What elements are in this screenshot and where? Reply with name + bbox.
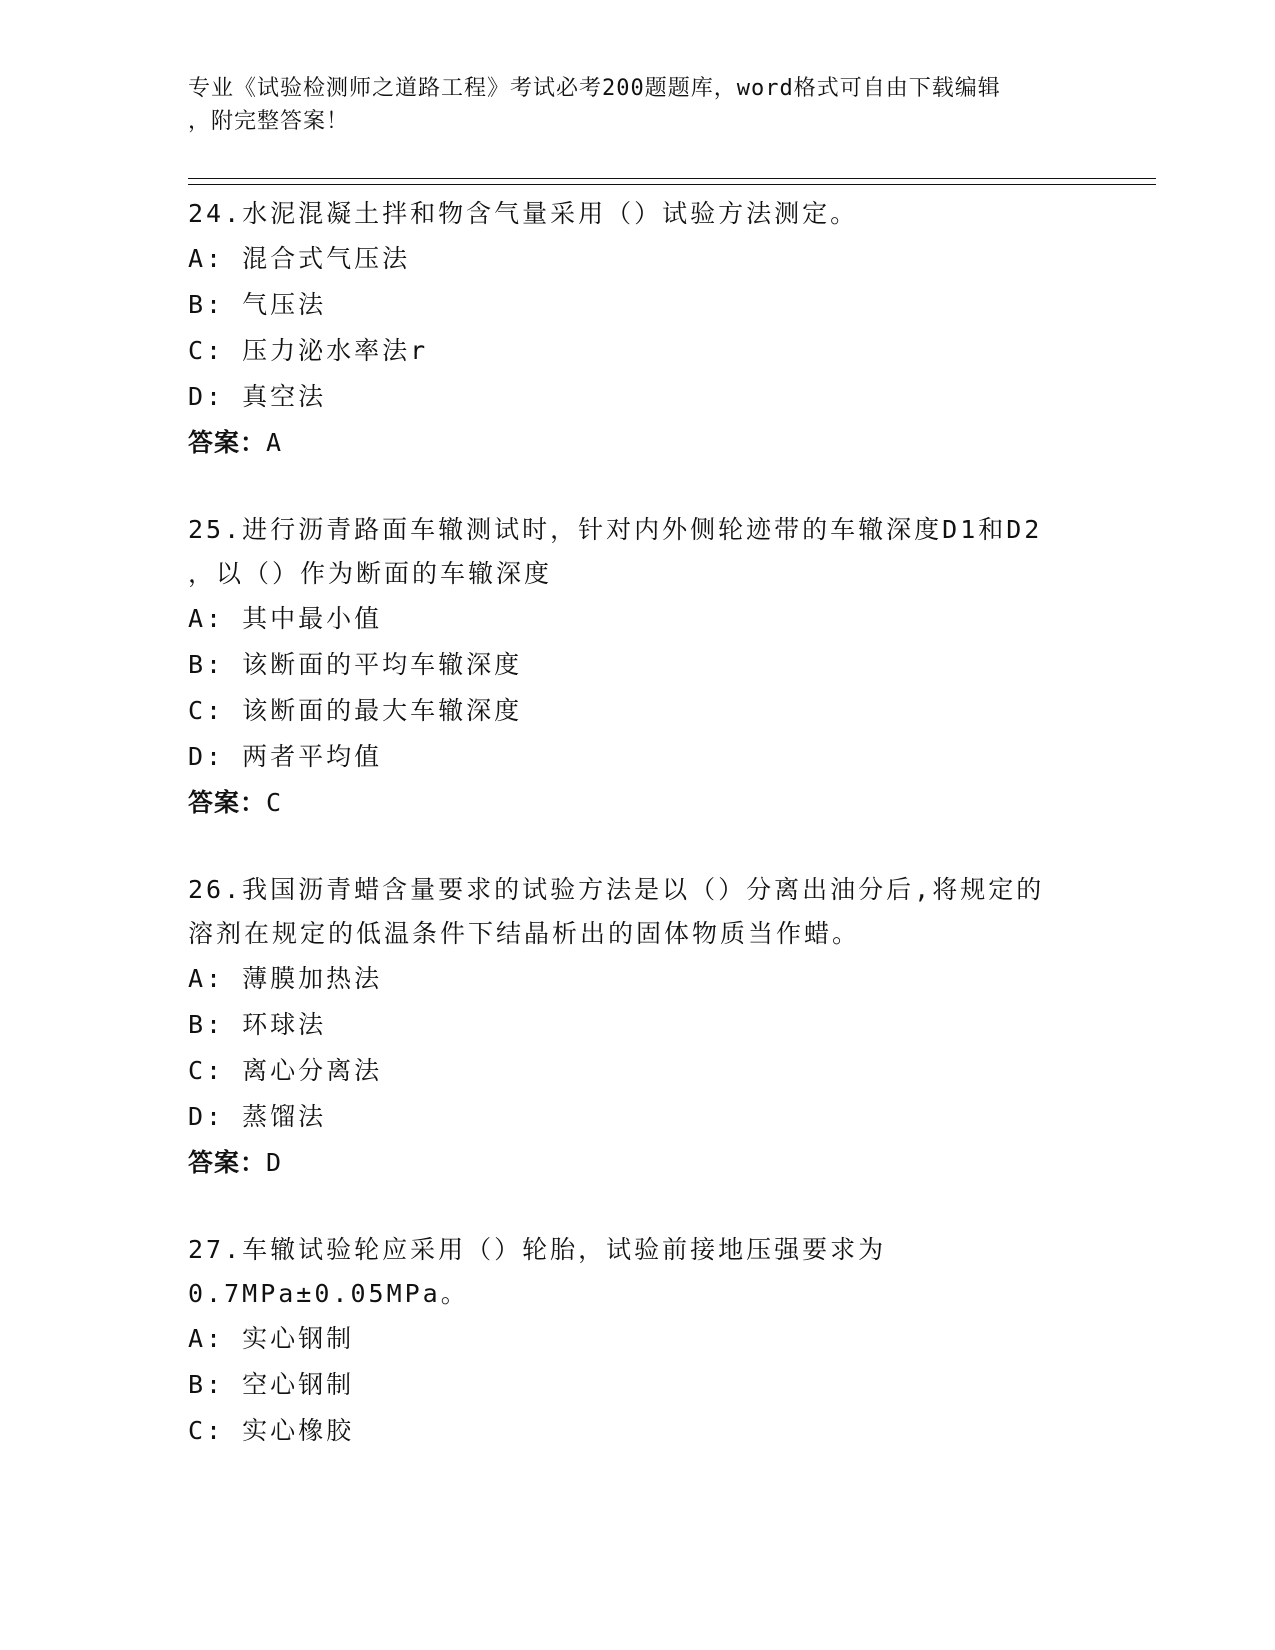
question-stem-line: 26.我国沥青蜡含量要求的试验方法是以（）分离出油分后,将规定的 [188,875,1045,904]
question-2 [188,508,1088,826]
question-answer [188,1140,1088,1186]
question-option: C: 该断面的最大车辙深度 [188,696,523,725]
answer-label: 答案： [188,788,267,817]
question-1 [188,192,1088,466]
question-option: A: 实心钢制 [188,1324,355,1353]
question-option: D: 蒸馏法 [188,1102,327,1131]
question-3 [188,868,1088,1186]
question-stem-line: 24.水泥混凝土拌和物含气量采用（）试验方法测定。 [188,199,859,228]
document-header [188,72,1068,138]
question-answer [188,420,1088,466]
question-stem-line: 0.7MPa±0.05MPa。 [188,1279,469,1308]
question-stem-line: 25.进行沥青路面车辙测试时，针对内外侧轮迹带的车辙深度D1和D2 [188,515,1043,544]
question-stem-line: 溶剂在规定的低温条件下结晶析出的固体物质当作蜡。 [188,919,861,948]
question-option: D: 真空法 [188,382,327,411]
question-option: B: 气压法 [188,290,327,319]
question-stem-line: ，以（）作为断面的车辙深度 [188,559,553,588]
question-option: B: 该断面的平均车辙深度 [188,650,523,679]
header-line-2: ，附完整答案！ [188,109,350,134]
header-rule-bottom [188,184,1156,185]
answer-value: C [266,788,283,817]
question-option: A: 薄膜加热法 [188,964,383,993]
answer-value: D [266,1148,283,1177]
question-option: B: 空心钢制 [188,1370,355,1399]
question-option: A: 其中最小值 [188,604,383,633]
answer-value: A [266,428,283,457]
header-rule-top [188,178,1156,179]
question-list [188,192,1088,1496]
question-option: A: 混合式气压法 [188,244,411,273]
question-stem-line: 27.车辙试验轮应采用（）轮胎，试验前接地压强要求为 [188,1235,887,1264]
answer-label: 答案： [188,1148,267,1177]
question-option: C: 压力泌水率法r [188,336,429,365]
answer-label: 答案： [188,428,267,457]
question-option: C: 实心橡胶 [188,1416,355,1445]
header-line-1: 专业《试验检测师之道路工程》考试必考200题题库，word格式可自由下载编辑 [188,76,1001,101]
question-answer [188,780,1088,826]
question-4 [188,1228,1088,1454]
question-option: D: 两者平均值 [188,742,383,771]
question-option: B: 环球法 [188,1010,327,1039]
question-option: C: 离心分离法 [188,1056,383,1085]
